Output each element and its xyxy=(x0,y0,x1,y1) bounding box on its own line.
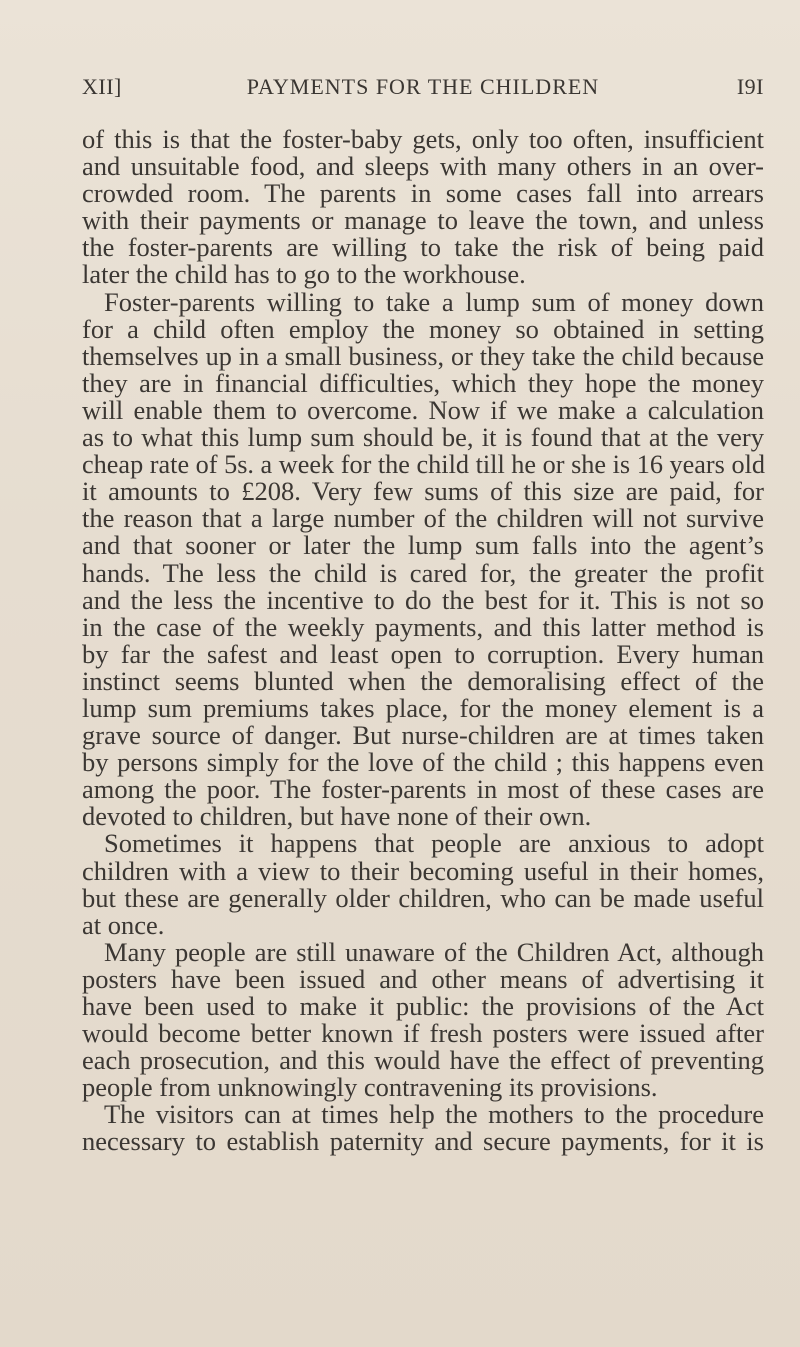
text-line: at once. xyxy=(82,909,165,940)
text-line: it amounts to £208. Very few sums of this size are paid, for xyxy=(82,476,764,507)
text-line: people from unknowingly contravening its provisions. xyxy=(82,1072,658,1103)
chapter-number: XII] xyxy=(82,74,122,99)
text-line: lump sum premiums takes place, for the money element is a xyxy=(82,692,764,723)
text-line: for a child often employ the money so obtained in setting xyxy=(82,313,764,344)
text-line: grave source of danger. But nurse-children are at times taken xyxy=(82,720,764,751)
text-line: instinct seems blunted when the demoralising effect of the xyxy=(82,665,764,696)
text-line: Many people are still unaware of the Children Act, although xyxy=(104,936,764,967)
body-text xyxy=(82,126,764,1156)
text-line: of this is that the foster-baby gets, only too often, insufficient xyxy=(82,124,764,154)
text-line: have been used to make it public: the provisions of the Act xyxy=(82,991,764,1021)
text-line: the reason that a large number of the children will not survive xyxy=(82,503,764,534)
text-line: and that sooner or later the lump sum falls into the agent’s xyxy=(82,530,764,561)
text-line: The visitors can at times help the mothers to the procedure xyxy=(104,1099,764,1130)
text-line: and the less the incentive to do the best for it. This is not so xyxy=(82,584,764,615)
text-line: would become better known if fresh posters were issued after xyxy=(82,1018,764,1049)
text-line: Foster-parents willing to take a lump sum of money down xyxy=(104,286,764,317)
page-number: I9I xyxy=(736,74,764,99)
text-line: in the case of the weekly payments, and this latter method is xyxy=(82,611,764,642)
text-line: necessary to establish paternity and secure payments, for it is xyxy=(82,1126,764,1157)
text-line: by persons simply for the love of the child ; this happens even xyxy=(82,747,764,778)
text-line: by far the safest and least open to corruption. Every human xyxy=(82,638,764,669)
running-head xyxy=(82,74,764,104)
text-line: as to what this lump sum should be, it is found that at the very xyxy=(82,422,764,453)
text-line: Sometimes it happens that people are anxious to adopt xyxy=(104,828,764,859)
text-line: hands. The less the child is cared for, the greater the profit xyxy=(82,557,764,588)
text-line: will enable them to overcome. Now if we make a calculation xyxy=(82,394,764,425)
running-title: PAYMENTS FOR THE CHILDREN xyxy=(246,74,600,99)
text-line: crowded room. The parents in some cases fall into arrears xyxy=(82,178,764,209)
text-line: children with a view to their becoming useful in their homes, xyxy=(82,855,764,886)
text-line: but these are generally older children, who can be made useful xyxy=(82,882,764,913)
text-line: and unsuitable food, and sleeps with many others in an over- xyxy=(82,151,764,182)
text-line: cheap rate of 5s. a week for the child till he or she is 16 years old xyxy=(82,450,765,480)
text-line: they are in financial difficulties, which they hope the money xyxy=(82,367,764,398)
text-line: themselves up in a small business, or they take the child because xyxy=(82,341,764,371)
text-line: with their payments or manage to leave the town, and unless xyxy=(82,205,764,236)
text-line: devoted to children, but have none of their own. xyxy=(82,801,592,832)
text-line: the foster-parents are willing to take the risk of being paid xyxy=(82,232,764,263)
text-line: each prosecution, and this would have the effect of preventing xyxy=(82,1045,764,1076)
text-line: posters have been issued and other means of advertising it xyxy=(82,963,764,994)
text-line: later the child has to go to the workhouse. xyxy=(82,259,526,290)
text-line: among the poor. The foster-parents in most of these cases are xyxy=(82,774,764,805)
